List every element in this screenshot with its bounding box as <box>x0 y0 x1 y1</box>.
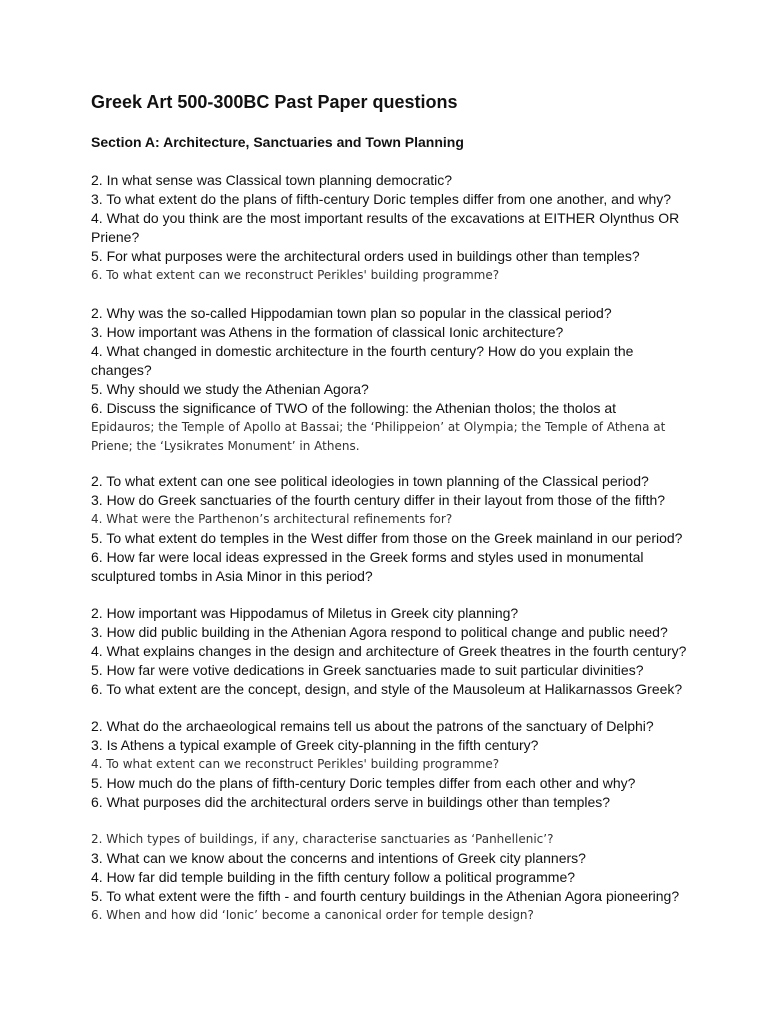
question: 6. When and how did ‘Ionic’ become a canonical order for temple design? <box>91 908 534 922</box>
question-set-4 <box>91 604 691 699</box>
question: 6. How far were local ideas expressed in the Greek forms and styles used in monumental sculptured tombs in Asia Minor in this period? <box>91 549 644 584</box>
question: 4. To what extent can we reconstruct Perikles' building programme? <box>91 757 500 771</box>
question-first-line: 6. Discuss the significance of TWO of the following: the Athenian tholos; the tholos at <box>91 400 617 416</box>
question <box>91 399 691 456</box>
question-set-2 <box>91 304 691 456</box>
question: 3. How important was Athens in the formation of classical Ionic architecture? <box>91 324 564 340</box>
question: 5. To what extent do temples in the West differ from those on the Greek mainland in our period? <box>91 530 683 546</box>
question: 5. To what extent were the fifth - and fourth century buildings in the Athenian Agora pioneering? <box>91 888 680 904</box>
question: 4. What changed in domestic architecture in the fourth century? How do you explain the changes? <box>91 343 634 378</box>
question: 3. Is Athens a typical example of Greek city-planning in the fifth century? <box>91 737 539 753</box>
question: 4. How far did temple building in the fifth century follow a political programme? <box>91 869 576 885</box>
question-set-1 <box>91 171 691 285</box>
section-heading: Section A: Architecture, Sanctuaries and Town Planning <box>91 134 464 150</box>
question: 4. What were the Parthenon’s architectural refinements for? <box>91 512 453 526</box>
question: 3. How did public building in the Athenian Agora respond to political change and public need? <box>91 624 668 640</box>
question-continuation: Epidauros; the Temple of Apollo at Bassai; the ‘Philippeion’ at Olympia; the Temple of Athena at Priene; the ‘Lysikrates Monument’ in Athens. <box>91 420 666 453</box>
question: 5. How far were votive dedications in Greek sanctuaries made to suit particular divinities? <box>91 662 644 678</box>
question: 5. How much do the plans of fifth-century Doric temples differ from each other and why? <box>91 775 636 791</box>
question: 4. What explains changes in the design and architecture of Greek theatres in the fourth century? <box>91 643 687 659</box>
question: 2. Why was the so-called Hippodamian town plan so popular in the classical period? <box>91 305 612 321</box>
question: 5. For what purposes were the architectural orders used in buildings other than temples? <box>91 248 640 264</box>
question: 2. To what extent can one see political ideologies in town planning of the Classical period? <box>91 473 649 489</box>
question-set-3 <box>91 472 691 586</box>
question-set-5 <box>91 717 691 812</box>
question: 2. Which types of buildings, if any, characterise sanctuaries as ‘Panhellenic’? <box>91 832 554 846</box>
document-title: Greek Art 500-300BC Past Paper questions <box>91 92 458 112</box>
question: 2. In what sense was Classical town planning democratic? <box>91 172 453 188</box>
question: 6. To what extent are the concept, design, and style of the Mausoleum at Halikarnassos Greek? <box>91 681 683 697</box>
question: 2. How important was Hippodamus of Miletus in Greek city planning? <box>91 605 519 621</box>
question: 6. What purposes did the architectural orders serve in buildings other than temples? <box>91 794 611 810</box>
question: 5. Why should we study the Athenian Agora? <box>91 381 369 397</box>
question: 3. What can we know about the concerns and intentions of Greek city planners? <box>91 850 586 866</box>
question: 6. To what extent can we reconstruct Perikles' building programme? <box>91 268 500 282</box>
question: 2. What do the archaeological remains tell us about the patrons of the sanctuary of Delphi? <box>91 718 654 734</box>
question: 3. To what extent do the plans of fifth-century Doric temples differ from one another, and why? <box>91 191 672 207</box>
question-set-6 <box>91 830 691 925</box>
question: 3. How do Greek sanctuaries of the fourth century differ in their layout from those of the fifth? <box>91 492 666 508</box>
question: 4. What do you think are the most important results of the excavations at EITHER Olynthus OR Priene? <box>91 210 680 245</box>
